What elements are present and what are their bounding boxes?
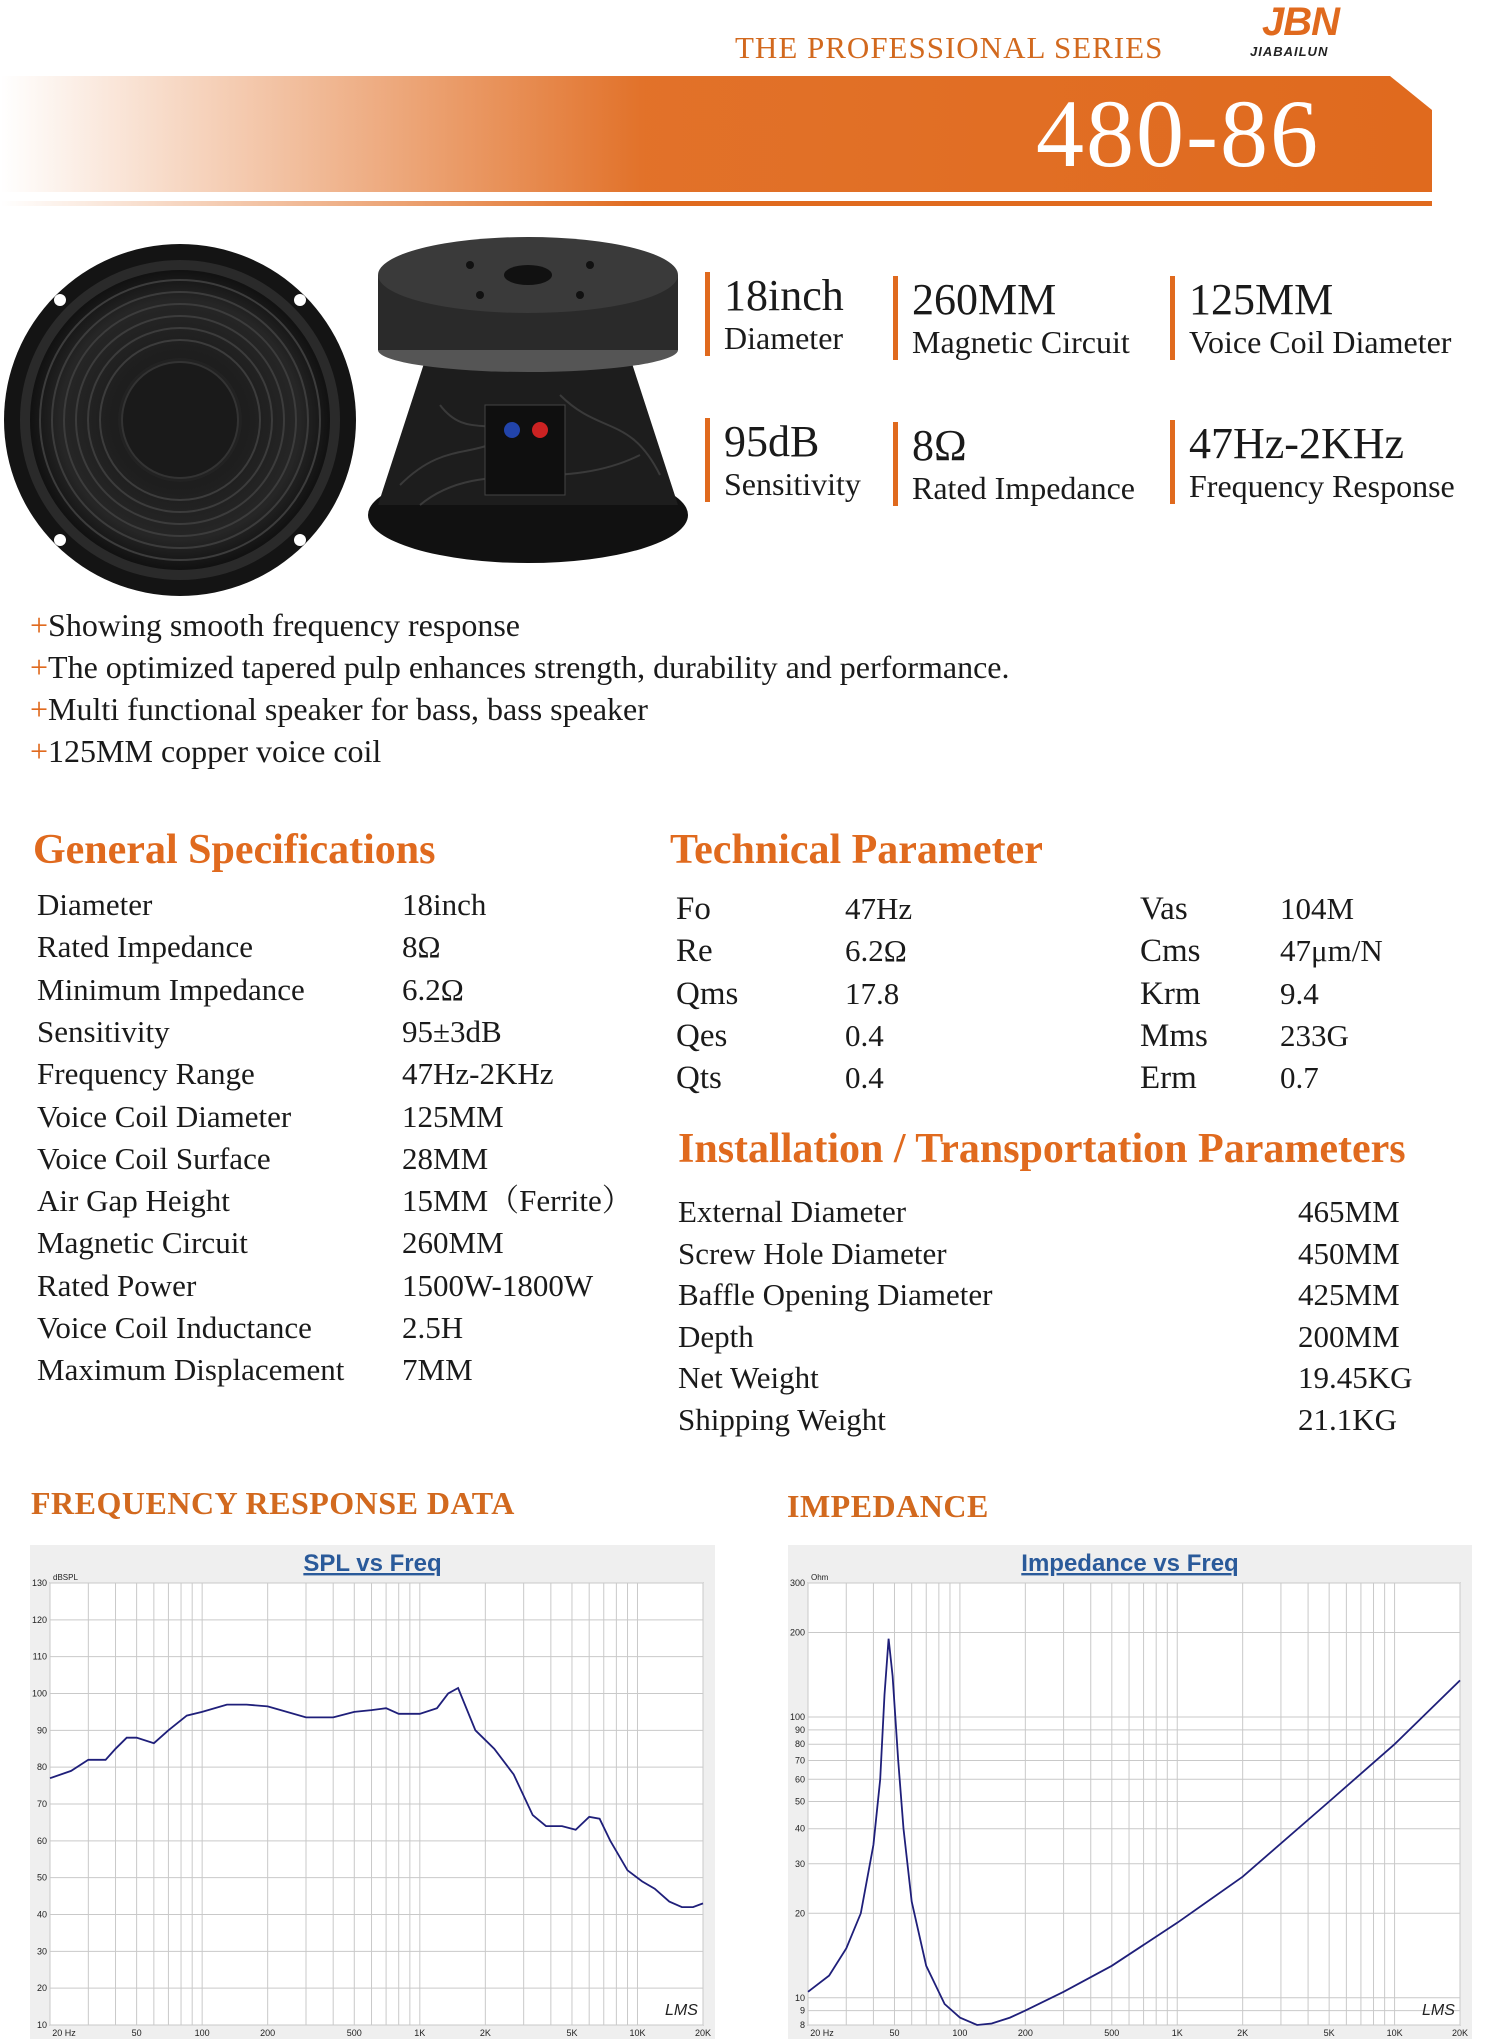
general-spec-label: Rated Power: [37, 1267, 197, 1303]
key-spec-value: 95dB: [724, 417, 820, 466]
x-tick-label: 10K: [1386, 2028, 1403, 2038]
y-tick-label: 40: [36, 1909, 47, 1920]
x-tick-label: 100: [194, 2028, 210, 2038]
general-spec-value: 2.5H: [402, 1310, 464, 1345]
x-tick-label: 500: [1104, 2028, 1120, 2038]
impedance-chart: [788, 1545, 1472, 2039]
y-tick-label: 30: [36, 1946, 47, 1957]
key-spec-label: Diameter: [724, 320, 844, 356]
x-tick-label: 20 Hz: [52, 2028, 76, 2038]
technical-param-label: Qms: [676, 975, 739, 1012]
feature-list: [30, 604, 1009, 772]
feature-text: 125MM copper voice coil: [48, 733, 382, 769]
plus-icon: +: [30, 733, 49, 769]
installation-param-label: External Diameter: [678, 1194, 907, 1229]
y-tick-label: 100: [789, 1711, 805, 1722]
speaker-front-image: [0, 240, 360, 600]
general-spec-value: 47Hz-2KHz: [402, 1056, 554, 1092]
general-spec-label: Frequency Range: [37, 1056, 255, 1092]
y-tick-label: 200: [789, 1627, 805, 1638]
general-spec-value: 95±3dB: [402, 1013, 502, 1049]
x-tick-label: 500: [346, 2028, 362, 2038]
key-spec-value: 125MM: [1189, 275, 1334, 324]
general-spec-value: 125MM: [402, 1098, 504, 1134]
plus-icon: +: [30, 691, 49, 727]
x-tick-label: 1K: [1171, 2028, 1183, 2038]
key-spec-value: 8Ω: [912, 421, 967, 470]
plus-icon: +: [30, 607, 49, 643]
y-tick-label: 8: [799, 2020, 805, 2030]
technical-param-label: Mms: [1140, 1017, 1208, 1054]
y-tick-label: 80: [36, 1762, 47, 1773]
technical-param-label: Vas: [1140, 891, 1188, 927]
series-title: THE PROFESSIONAL SERIES: [735, 30, 1164, 65]
y-tick-label: 10: [794, 1992, 805, 2003]
installation-param-label: Shipping Weight: [678, 1401, 886, 1437]
watermark-label: LMS: [1422, 2002, 1455, 2019]
model-number: 480-86: [1036, 80, 1320, 187]
y-tick-label: 50: [794, 1796, 805, 1807]
technical-param-value: 104M: [1280, 891, 1355, 926]
y-tick-label: 60: [36, 1835, 47, 1846]
technical-param-label: Cms: [1140, 933, 1201, 970]
feature-item: [30, 688, 1009, 730]
impedance-chart-svg: [788, 1545, 1472, 2039]
feature-text: The optimized tapered pulp enhances strength, durability and performance.: [48, 649, 1010, 685]
installation-param-label: Depth: [678, 1318, 754, 1354]
key-spec-label: Magnetic Circuit: [912, 324, 1130, 360]
installation-param-value: 465MM: [1298, 1194, 1400, 1229]
general-spec-label: Sensitivity: [37, 1013, 170, 1049]
general-spec-value: 18inch: [402, 887, 487, 922]
key-spec-value: 260MM: [912, 275, 1057, 324]
y-axis-label: Ohm: [811, 1573, 829, 1582]
installation-param-label: Baffle Opening Diameter: [678, 1277, 993, 1312]
installation-param-value: 21.1KG: [1298, 1401, 1398, 1437]
key-spec-label: Sensitivity: [724, 466, 861, 502]
technical-param-label: Qts: [676, 1060, 722, 1097]
x-tick-label: 2K: [479, 2028, 491, 2038]
general-spec-value: 6.2Ω: [402, 971, 464, 1007]
technical-param-label: Fo: [676, 891, 711, 927]
general-spec-label: Magnetic Circuit: [37, 1225, 248, 1261]
technical-param-value: 0.4: [845, 1017, 884, 1053]
general-spec-value: 15MM（Ferrite）: [402, 1183, 633, 1219]
x-tick-label: 200: [260, 2028, 276, 2038]
feature-item: [30, 646, 1009, 688]
installation-params-title: Installation / Transportation Parameters: [678, 1126, 1406, 1172]
y-tick-label: 300: [789, 1578, 805, 1588]
installation-param-label: Screw Hole Diameter: [678, 1235, 947, 1271]
key-spec-label: Rated Impedance: [912, 470, 1135, 506]
technical-param-value: 17.8: [845, 975, 900, 1011]
general-spec-label: Diameter: [37, 887, 153, 922]
technical-param-value: 0.4: [845, 1060, 884, 1096]
general-spec-label: Maximum Displacement: [37, 1352, 345, 1388]
general-spec-value: 7MM: [402, 1352, 473, 1388]
y-tick-label: 110: [32, 1651, 47, 1662]
banner-underline: [0, 201, 1432, 206]
impedance-section-title: IMPEDANCE: [787, 1488, 989, 1524]
key-spec-label: Frequency Response: [1189, 468, 1455, 504]
y-tick-label: 20: [36, 1983, 47, 1994]
x-tick-label: 2K: [1237, 2028, 1249, 2038]
x-tick-label: 50: [889, 2028, 900, 2038]
chart-title: Impedance vs Freq: [1021, 1550, 1239, 1577]
technical-params-title: Technical Parameter: [670, 827, 1043, 873]
feature-text: Showing smooth frequency response: [48, 607, 520, 643]
technical-param-label: Qes: [676, 1017, 728, 1054]
y-tick-label: 120: [31, 1614, 47, 1625]
key-spec-diameter: [705, 272, 844, 356]
key-spec-value: 18inch: [724, 271, 844, 320]
key-spec-sensitivity: [705, 418, 861, 502]
y-tick-label: 40: [794, 1823, 805, 1834]
x-tick-label: 5K: [566, 2028, 578, 2038]
y-tick-label: 60: [794, 1774, 805, 1785]
brand-logo: [1250, 0, 1380, 62]
x-tick-label: 20K: [694, 2028, 712, 2038]
speaker-back-image: [360, 235, 695, 575]
y-tick-label: 10: [36, 2020, 47, 2030]
feature-text: Multi functional speaker for bass, bass speaker: [48, 691, 648, 727]
x-tick-label: 200: [1017, 2028, 1033, 2038]
y-tick-label: 130: [31, 1578, 47, 1588]
y-tick-label: 80: [794, 1739, 805, 1750]
key-spec-value: 47Hz-2KHz: [1189, 419, 1405, 468]
general-spec-value: 260MM: [402, 1225, 504, 1261]
key-spec-voice-coil: [1170, 276, 1451, 360]
general-spec-label: Rated Impedance: [37, 929, 254, 965]
watermark-label: LMS: [665, 2002, 698, 2019]
plus-icon: +: [30, 649, 49, 685]
key-spec-impedance: [893, 422, 1135, 506]
key-spec-magnetic-circuit: [893, 276, 1130, 360]
general-spec-label: Voice Coil Surface: [37, 1140, 271, 1176]
brand-name: JIABAILUN: [1250, 44, 1329, 59]
technical-param-label: Krm: [1140, 975, 1201, 1012]
frequency-section-title: FREQUENCY RESPONSE DATA: [31, 1485, 515, 1521]
brand-mark: JBN: [1262, 0, 1340, 44]
y-tick-label: 100: [31, 1688, 47, 1699]
y-tick-label: 70: [36, 1799, 47, 1809]
general-spec-label: Air Gap Height: [37, 1183, 230, 1219]
installation-param-value: 450MM: [1298, 1235, 1400, 1271]
y-tick-label: 90: [794, 1724, 805, 1735]
y-axis-label: dBSPL: [53, 1573, 78, 1582]
y-tick-label: 70: [794, 1755, 805, 1766]
technical-param-value: 233G: [1280, 1017, 1349, 1053]
y-tick-label: 50: [36, 1872, 47, 1883]
general-spec-value: 8Ω: [402, 929, 441, 965]
y-tick-label: 30: [794, 1858, 805, 1869]
technical-param-label: Re: [676, 933, 713, 970]
y-tick-label: 9: [799, 2005, 805, 2016]
technical-param-value: 9.4: [1280, 975, 1319, 1011]
installation-param-value: 19.45KG: [1298, 1360, 1413, 1395]
general-spec-value: 28MM: [402, 1140, 489, 1176]
spl-chart: [30, 1545, 715, 2039]
key-spec-label: Voice Coil Diameter: [1189, 324, 1452, 360]
x-tick-label: 50: [131, 2028, 142, 2038]
x-tick-label: 10K: [629, 2028, 646, 2038]
general-spec-label: Minimum Impedance: [37, 971, 305, 1007]
x-tick-label: 100: [952, 2028, 968, 2038]
feature-item: [30, 730, 1009, 772]
chart-title: SPL vs Freq: [303, 1550, 442, 1577]
general-spec-label: Voice Coil Diameter: [37, 1098, 292, 1134]
y-tick-label: 20: [794, 1908, 805, 1919]
general-spec-label: Voice Coil Inductance: [37, 1310, 312, 1345]
spl-chart-svg: [30, 1545, 715, 2039]
general-specs-title: General Specifications: [33, 827, 436, 873]
feature-item: [30, 604, 1009, 646]
installation-param-value: 200MM: [1298, 1318, 1400, 1354]
technical-param-value: 47Hz: [845, 891, 913, 926]
technical-param-value: 6.2Ω: [845, 933, 907, 969]
x-tick-label: 20 Hz: [810, 2028, 834, 2038]
technical-param-value: 47μm/N: [1280, 933, 1383, 969]
plot-area: [808, 1583, 1460, 2025]
x-tick-label: 5K: [1323, 2028, 1335, 2038]
technical-param-label: Erm: [1140, 1060, 1197, 1097]
x-tick-label: 20K: [1451, 2028, 1469, 2038]
installation-param-label: Net Weight: [678, 1360, 819, 1395]
general-spec-value: 1500W-1800W: [402, 1267, 594, 1303]
y-tick-label: 90: [36, 1725, 47, 1736]
x-tick-label: 1K: [414, 2028, 426, 2038]
key-spec-frequency: [1170, 420, 1455, 504]
technical-param-value: 0.7: [1280, 1060, 1319, 1096]
installation-param-value: 425MM: [1298, 1277, 1400, 1312]
